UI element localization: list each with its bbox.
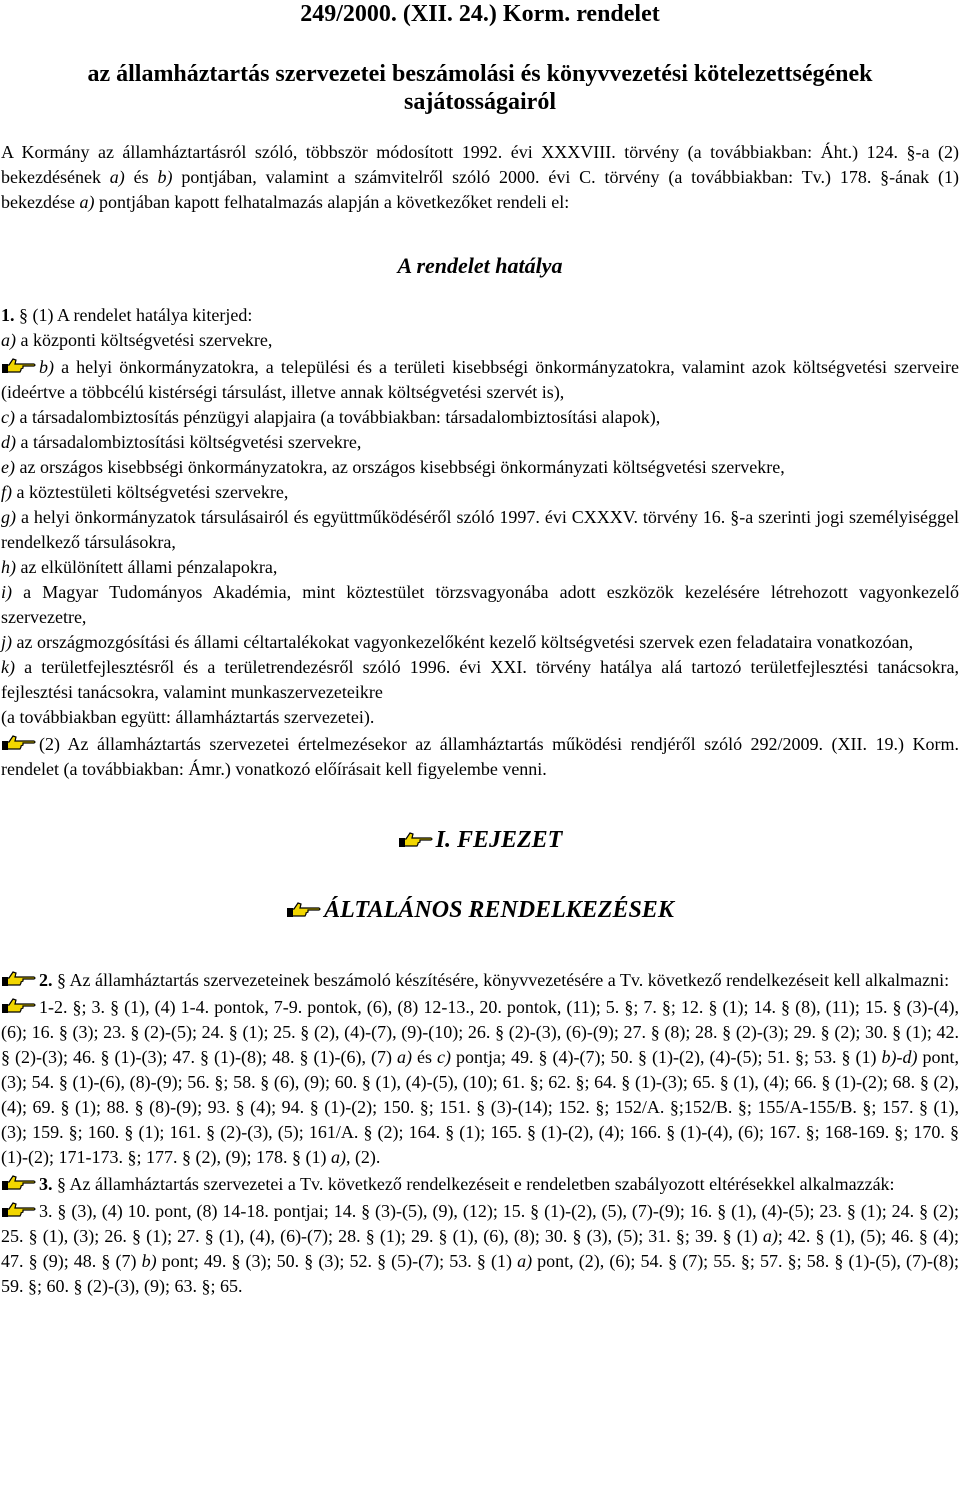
list-item — [1, 430, 959, 455]
list-item-label: i) — [1, 582, 12, 602]
together-note: (a továbbiakban együtt: államháztartás szervezetei). — [1, 707, 375, 727]
section-2-list-text-5: , (2). — [345, 1147, 381, 1167]
preamble-text-2: és — [124, 167, 158, 187]
list-item-text: a társadalombiztosítás pénzügyi alapjaira (a továbbiakban: társadalombiztosítási alapok), — [14, 407, 661, 427]
pointing-hand-icon[interactable] — [398, 829, 434, 849]
preamble-text-3: pontjában, valamint a számvitelről szóló 2000. évi C. törvény (a továbbiakban: Tv.) 178. §-ának (1) bekezdése — [1, 167, 959, 212]
section-3-list-italic-1: a) — [762, 1226, 778, 1246]
list-item — [1, 480, 959, 505]
section-2-list-text-2: és — [411, 1047, 437, 1067]
section-3-text: § Az államháztartás szervezetei a Tv. következő rendelkezéseit e rendeletben szabályozott eltérésekkel alkalmazzák: — [52, 1174, 895, 1194]
preamble-text-1: A Kormány az államháztartásról szóló, többször módosított 1992. évi XXXVIII. törvény (a továbbiakban: Áht.) 124. §-a (2) bekezdésének — [1, 142, 959, 187]
list-item-text: az országos kisebbségi önkormányzatokra, az országos kisebbségi önkormányzati költségvetési szervekre, — [14, 457, 785, 477]
section-2-list-text-3: pontja; 49. § (4)-(7); 50. § (1)-(2), (4)-(5); 51. §; 53. § (1) — [450, 1047, 882, 1067]
list-item-label: b) — [39, 357, 54, 377]
section-3-list — [1, 1199, 959, 1299]
list-item-text: a központi költségvetési szervekre, — [16, 330, 273, 350]
chapter-number: I. FEJEZET — [435, 827, 563, 853]
preamble-italic-2: b) — [157, 167, 173, 187]
section-3-list-italic-2: b) — [141, 1251, 157, 1271]
pointing-hand-icon[interactable] — [1, 356, 37, 376]
section-3-list-text-1: 3. § (3), (4) 10. pont, (8) 14-18. pontjai; 14. § (3)-(5), (9), (12); 15. § (1)-(2), (5), (7)-(9); 16. § (1), (4)-(5); 23. § (1); 24. § (2); 25. § (1), (3); 26. § (1); 27. § (1), (4), (6)-(7); 28. § (1); 29. § (1), (6), (8); 30. § (3), (5); 31. §; 39. § (1) — [1, 1201, 959, 1246]
decree-subtitle — [1, 60, 959, 116]
section-2-text: § Az államháztartás szervezeteinek beszámoló készítésére, könyvvezetésére a Tv. következő rendelkezéseit kell alkalmazni: — [52, 970, 950, 990]
section-1-intro-text: § (1) A rendelet hatálya kiterjed: — [14, 305, 253, 325]
pointing-hand-icon[interactable] — [286, 899, 322, 919]
list-item-label: d) — [1, 432, 16, 452]
preamble-text-4: pontjában kapott felhatalmazás alapján a következőket rendeli el: — [94, 192, 570, 212]
list-item-label: g) — [1, 507, 16, 527]
pointing-hand-icon[interactable] — [1, 969, 37, 989]
decree-number-title: 249/2000. (XII. 24.) Korm. rendelet — [300, 1, 660, 27]
list-item-label: k) — [1, 657, 15, 677]
preamble-italic-1: a) — [109, 167, 125, 187]
list-item-label: a) — [1, 330, 16, 350]
list-item-text: a helyi önkormányzatokra, a települési és a területi kisebbségi önkormányzatokra, valamint azok költségvetési szerveire (ideértve a többcélú kistérségi társulást, illetve annak költségvetési szervét is), — [1, 357, 959, 402]
list-item-label: j) — [1, 632, 12, 652]
list-item — [1, 555, 959, 580]
list-item-text: az elkülönített állami pénzalapokra, — [16, 557, 278, 577]
section-3-list-text-2: ; 42. § (1), (5); 46. § (4); 47. § (9); 48. § (7) — [1, 1226, 959, 1271]
list-item-label: c) — [1, 407, 15, 427]
section-2-list — [1, 995, 959, 1170]
section-1-paragraph-2-text: (2) Az államháztartás szervezetei értelmezésekor az államháztartás működési rendjéről szóló 292/2009. (XII. 19.) Korm. rendelet (a továbbiakban: Ámr.) vonatkozó előírásait kell figyelembe venni. — [1, 734, 959, 779]
section-2-list-text-4: pont, (3); 54. § (1)-(6), (8)-(9); 56. §; 58. § (6), (9); 60. § (1), (4)-(5), (10); 61. §; 62. §; 64. § (1)-(3); 65. § (1), (4); 66. § (1)-(2); 68. § (2), (4); 69. § (1); 88. § (8)-(9); 93. § (4); 94. § (1)-(2); 150. §; 151. § (3)-(14); 152. §; 152/A. §;152/B. §; 155/A-155/B. §; 157. § (1), (3); 159. §; 160. § (1); 161. § (2)-(3), (5); 161/A. § (2); 164. § (1); 165. § (1)-(2), (4); 166. § (1)-(4), (6); 167. §; 168-169. §; 170. § (1)-(2); 171-173. §; 177. § (2), (9); 178. § (1) — [1, 1047, 959, 1167]
list-item — [1, 455, 959, 480]
section-2-list-italic-4: a) — [330, 1147, 346, 1167]
section-3 — [1, 1172, 959, 1197]
section-3-list-text-4: pont, (2), (6); 54. § (7); 55. §; 57. §; 58. § (1)-(5), (7)-(8); 59. §; 60. § (2)-(3), (9); 63. §; 65. — [1, 1251, 959, 1296]
list-item — [1, 630, 959, 655]
decree-subtitle-line1: az államháztartás szervezetei beszámolási és könyvvezetési kötelezettségének — [87, 61, 873, 87]
section-2-list-italic-2: c) — [437, 1047, 451, 1067]
list-item — [1, 505, 959, 555]
pointing-hand-icon[interactable] — [1, 996, 37, 1016]
list-item — [1, 355, 959, 405]
section-2-list-italic-3: b)-d) — [881, 1047, 918, 1067]
section-1-intro — [1, 303, 959, 328]
list-item — [1, 580, 959, 630]
list-item-text: a társadalombiztosítási költségvetési szervekre, — [16, 432, 362, 452]
pointing-hand-icon[interactable] — [1, 1173, 37, 1193]
section-2-list-text-1: 1-2. §; 3. § (1), (4) 1-4. pontok, 7-9. pontok, (6), (8) 12-13., 20. pontok, (11); 5. §; 7. §; 12. § (1); 14. § (8), (11); 15. § (3)-(4), (6); 16. § (3); 23. § (2)-(5); 24. § (1); 25. § (2), (4)-(7), (9)-(10); 26. § (2)-(3), (6)-(9); 27. § (8); 28. § (2)-(3); 29. § (2); 30. § (1); 42. § (2)-(3); 46. § (1)-(3); 47. § (1)-(8); 48. § (1)-(6), (7) — [1, 997, 959, 1067]
section-2 — [1, 968, 959, 993]
section-2-number: 2. — [39, 970, 53, 990]
list-item-text: a köztestületi költségvetési szervekre, — [12, 482, 289, 502]
section-heading-scope: A rendelet hatálya — [397, 253, 563, 278]
section-1-number: 1. — [1, 305, 15, 325]
pointing-hand-icon[interactable] — [1, 1200, 37, 1220]
section-1-paragraph-2 — [1, 732, 959, 782]
list-item-text: a helyi önkormányzatok társulásairól és együttműködéséről szóló 1997. évi CXXXV. törvény 16. §-a szerinti jogi személyiséggel rendelkező társulásokra, — [1, 507, 959, 552]
section-3-list-text-3: pont; 49. § (3); 50. § (3); 52. § (5)-(7); 53. § (1) — [156, 1251, 518, 1271]
preamble — [1, 140, 959, 215]
scope-items-list — [1, 328, 959, 705]
list-item — [1, 328, 959, 353]
chapter-heading — [1, 826, 959, 854]
section-3-list-italic-3: a) — [517, 1251, 533, 1271]
preamble-italic-3: a) — [79, 192, 95, 212]
list-item-label: e) — [1, 457, 15, 477]
list-item-text: az országmozgósítási és állami céltartalékokat vagyonkezelőként kezelő költségvetési szervek ezen feladataira vonatkozóan, — [12, 632, 914, 652]
list-item-label: f) — [1, 482, 12, 502]
section-2-list-italic-1: a) — [396, 1047, 412, 1067]
list-item — [1, 405, 959, 430]
section-3-number: 3. — [39, 1174, 53, 1194]
chapter-title-heading — [1, 896, 959, 924]
list-item-text: a területfejlesztésről és a területrendezésről szóló 1996. évi XXI. törvény hatálya alá tartozó területfejlesztési tanácsokra, fejlesztési tanácsokra, valamint munkaszervezeteikre — [1, 657, 959, 702]
list-item — [1, 655, 959, 705]
list-item-text: a Magyar Tudományos Akadémia, mint köztestület törzsvagyonába adott eszközök kezelésére létrehozott vagyonkezelő szervezetre, — [1, 582, 959, 627]
chapter-title: ÁLTALÁNOS RENDELKEZÉSEK — [324, 897, 674, 923]
list-item-label: h) — [1, 557, 16, 577]
pointing-hand-icon[interactable] — [1, 733, 37, 753]
decree-subtitle-line2: sajátosságairól — [404, 89, 556, 115]
